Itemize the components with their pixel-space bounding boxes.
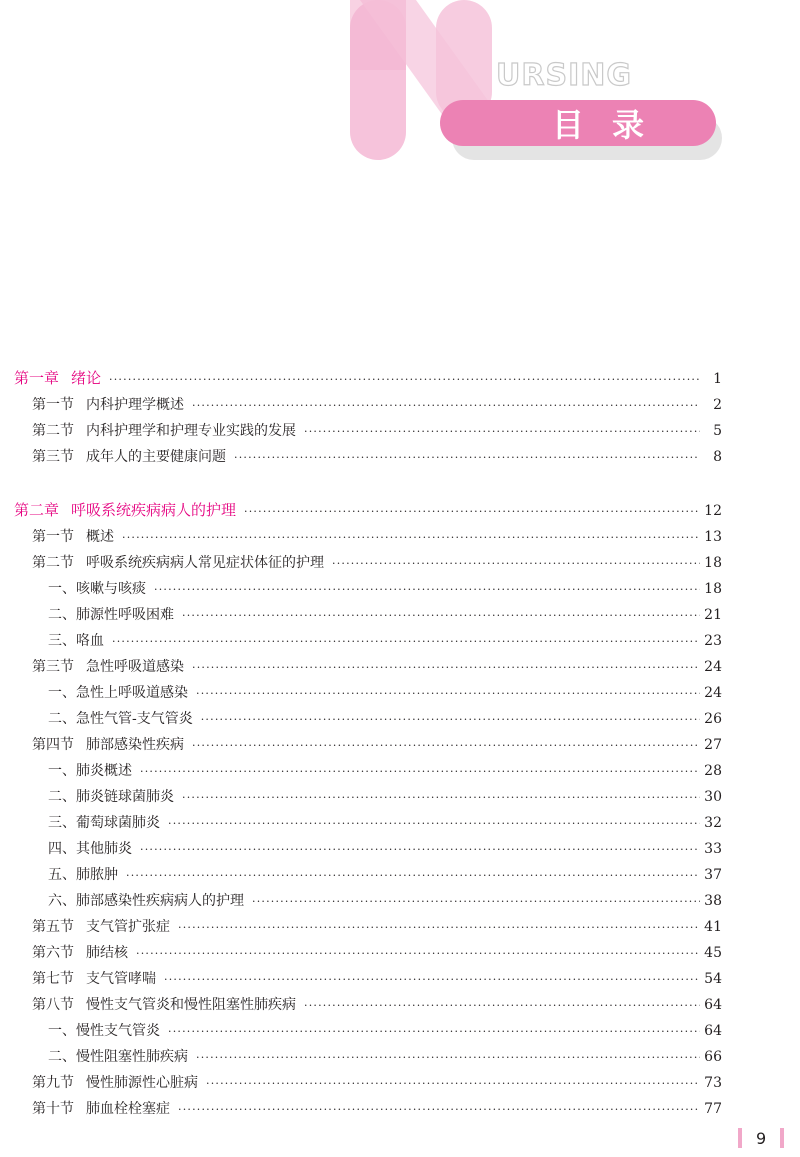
toc-entry-label (32, 992, 296, 1018)
toc-entry-title: 内科护理学和护理专业实践的发展 (86, 423, 296, 439)
dot-leader (192, 393, 700, 419)
toc-entry-title: 慢性肺源性心脏病 (86, 1075, 198, 1091)
toc-subsection[interactable] (0, 706, 800, 732)
dot-leader (182, 785, 700, 811)
dot-leader (178, 915, 700, 941)
dot-leader (201, 707, 700, 733)
toc-page-number: 64 (704, 1023, 722, 1039)
dot-leader (304, 419, 700, 445)
dot-leader (192, 655, 700, 681)
toc-chapter (0, 364, 800, 470)
dot-leader (136, 941, 700, 967)
toc-entry-number: 第七节 (32, 971, 74, 987)
toc-page-number: 18 (704, 581, 722, 597)
toc-entry-title: 五、肺脓肿 (48, 867, 118, 883)
toc-entry-number: 第九节 (32, 1075, 74, 1091)
toc-entry-label (32, 654, 184, 680)
toc-entry-label (48, 706, 193, 732)
toc-section[interactable] (0, 524, 800, 550)
toc-entry-number: 第二章 (14, 501, 60, 519)
toc-subsection[interactable] (0, 1044, 800, 1070)
toc-section[interactable] (0, 966, 800, 992)
toc-subsection[interactable] (0, 576, 800, 602)
toc-section[interactable] (0, 392, 800, 418)
toc-section[interactable] (0, 444, 800, 470)
toc-entry-label (48, 758, 132, 784)
toc-page-number: 73 (704, 1075, 722, 1091)
toc-entry-number: 第三节 (32, 449, 74, 465)
toc-entry-title: 一、慢性支气管炎 (48, 1023, 160, 1039)
dot-leader (234, 445, 700, 471)
toc-entry-title: 肺结核 (86, 945, 128, 961)
toc-entry-title: 慢性支气管炎和慢性阻塞性肺疾病 (86, 997, 296, 1013)
toc-subsection[interactable] (0, 680, 800, 706)
toc-entry-title: 二、肺源性呼吸困难 (48, 607, 174, 623)
dot-leader (244, 498, 700, 526)
toc-subsection[interactable] (0, 602, 800, 628)
dot-leader (112, 629, 700, 655)
toc-page-number: 41 (704, 919, 722, 935)
dot-leader (154, 577, 700, 603)
toc-entry-label (48, 810, 160, 836)
toc-entry-title: 成年人的主要健康问题 (86, 449, 226, 465)
dot-leader (168, 1019, 700, 1045)
toc-entry-label (32, 966, 156, 992)
toc-entry-label (48, 1044, 188, 1070)
toc-entry-label (14, 364, 101, 392)
toc-section[interactable] (0, 940, 800, 966)
toc-section[interactable] (0, 1096, 800, 1122)
toc-section[interactable] (0, 992, 800, 1018)
toc-entry-label (32, 550, 324, 576)
toc-page-number: 64 (704, 997, 722, 1013)
toc-entry-label (48, 1018, 160, 1044)
toc-page-number: 24 (704, 685, 722, 701)
toc-entry-title: 三、葡萄球菌肺炎 (48, 815, 160, 831)
toc-entry-number: 第二节 (32, 555, 74, 571)
toc-entry-label (32, 392, 184, 418)
toc-chapter (0, 496, 800, 1122)
toc-entry-title: 二、肺炎链球菌肺炎 (48, 789, 174, 805)
toc-entry-title: 一、肺炎概述 (48, 763, 132, 779)
toc-page-number: 30 (704, 789, 722, 805)
toc-subsection[interactable] (0, 1018, 800, 1044)
toc-page-number: 24 (704, 659, 722, 675)
toc-section[interactable] (0, 550, 800, 576)
toc-page-number: 5 (713, 423, 722, 439)
dot-leader (192, 733, 700, 759)
toc-entry-label (48, 576, 146, 602)
toc-entry-title: 绪论 (71, 369, 102, 387)
toc-entry-title: 一、急性上呼吸道感染 (48, 685, 188, 701)
dot-leader (109, 366, 700, 394)
toc-page-number: 8 (713, 449, 722, 465)
toc-entry-title: 一、咳嗽与咳痰 (48, 581, 146, 597)
toc-entry-title: 肺部感染性疾病 (86, 737, 184, 753)
toc-entry-number: 第三节 (32, 659, 74, 675)
toc-subsection[interactable] (0, 628, 800, 654)
toc-page-number: 28 (704, 763, 722, 779)
footer-bar-left (738, 1128, 742, 1148)
dot-leader (182, 603, 700, 629)
page-footer (738, 1126, 784, 1150)
dot-leader (122, 525, 700, 551)
dot-leader (196, 1045, 700, 1071)
toc-section[interactable] (0, 732, 800, 758)
toc-page-number: 27 (704, 737, 722, 753)
toc-subsection[interactable] (0, 758, 800, 784)
table-of-contents (0, 364, 800, 1122)
toc-entry-label (48, 602, 174, 628)
toc-entry-number: 第一节 (32, 529, 74, 545)
toc-entry-label (14, 496, 236, 524)
toc-section[interactable] (0, 654, 800, 680)
footer-bar-right (780, 1128, 784, 1148)
toc-page-number: 37 (704, 867, 722, 883)
dot-leader (252, 889, 700, 915)
toc-entry-label (32, 914, 170, 940)
dot-leader (126, 863, 700, 889)
toc-entry-title: 肺血栓栓塞症 (86, 1101, 170, 1117)
toc-section[interactable] (0, 1070, 800, 1096)
toc-entry-title: 急性呼吸道感染 (86, 659, 184, 675)
title-banner (440, 100, 716, 146)
toc-entry-title: 支气管哮喘 (86, 971, 156, 987)
toc-entry-number: 第二节 (32, 423, 74, 439)
toc-chapter-heading[interactable] (0, 364, 800, 392)
toc-entry-label (48, 888, 244, 914)
dot-leader (164, 967, 700, 993)
toc-page-number: 45 (704, 945, 722, 961)
toc-subsection[interactable] (0, 862, 800, 888)
toc-page-number: 23 (704, 633, 722, 649)
toc-entry-number: 第十节 (32, 1101, 74, 1117)
toc-page-number: 18 (704, 555, 722, 571)
toc-entry-label (32, 732, 184, 758)
toc-page-number: 32 (704, 815, 722, 831)
toc-entry-label (48, 784, 174, 810)
toc-subsection[interactable] (0, 810, 800, 836)
dot-leader (178, 1097, 700, 1123)
toc-page-number: 12 (704, 503, 722, 519)
toc-entry-title: 内科护理学概述 (86, 397, 184, 413)
toc-entry-number: 第五节 (32, 919, 74, 935)
toc-entry-label (32, 1096, 170, 1122)
toc-page-number: 66 (704, 1049, 722, 1065)
toc-entry-number: 第四节 (32, 737, 74, 753)
toc-entry-title: 概述 (86, 529, 114, 545)
toc-page-number: 1 (713, 371, 722, 387)
toc-section[interactable] (0, 418, 800, 444)
toc-page-number: 54 (704, 971, 722, 987)
toc-entry-label (32, 418, 296, 444)
toc-section[interactable] (0, 914, 800, 940)
toc-page-number: 2 (713, 397, 722, 413)
toc-entry-title: 六、肺部感染性疾病病人的护理 (48, 893, 244, 909)
toc-entry-label (48, 836, 132, 862)
page-number: 9 (756, 1128, 767, 1148)
toc-entry-number: 第一节 (32, 397, 74, 413)
toc-page-number: 38 (704, 893, 722, 909)
toc-entry-number: 第八节 (32, 997, 74, 1013)
toc-subsection[interactable] (0, 836, 800, 862)
toc-entry-label (48, 628, 104, 654)
toc-entry-label (32, 940, 128, 966)
toc-subsection[interactable] (0, 784, 800, 810)
toc-subsection[interactable] (0, 888, 800, 914)
toc-entry-label (32, 1070, 198, 1096)
nursing-wordmark: URSING (496, 58, 632, 93)
toc-page-number: 77 (704, 1101, 722, 1117)
toc-page-number: 21 (704, 607, 722, 623)
toc-entry-title: 二、急性气管-支气管炎 (48, 711, 193, 727)
toc-entry-title: 呼吸系统疾病病人常见症状体征的护理 (86, 555, 324, 571)
toc-entry-label (48, 680, 188, 706)
toc-entry-label (32, 444, 226, 470)
toc-chapter-heading[interactable] (0, 496, 800, 524)
toc-entry-number: 第六节 (32, 945, 74, 961)
toc-entry-label (32, 524, 114, 550)
toc-page-number: 13 (704, 529, 722, 545)
toc-entry-title: 三、咯血 (48, 633, 104, 649)
dot-leader (140, 759, 700, 785)
toc-entry-title: 支气管扩张症 (86, 919, 170, 935)
dot-leader (196, 681, 700, 707)
toc-entry-title: 二、慢性阻塞性肺疾病 (48, 1049, 188, 1065)
toc-page-number: 26 (704, 711, 722, 727)
toc-entry-title: 四、其他肺炎 (48, 841, 132, 857)
dot-leader (206, 1071, 700, 1097)
toc-entry-number: 第一章 (14, 369, 60, 387)
dot-leader (140, 837, 700, 863)
dot-leader (332, 551, 700, 577)
toc-entry-title: 呼吸系统疾病病人的护理 (71, 501, 237, 519)
dot-leader (304, 993, 700, 1019)
toc-page-number: 33 (704, 841, 722, 857)
toc-entry-label (48, 862, 118, 888)
page-title: 目录 (551, 106, 672, 144)
dot-leader (168, 811, 700, 837)
